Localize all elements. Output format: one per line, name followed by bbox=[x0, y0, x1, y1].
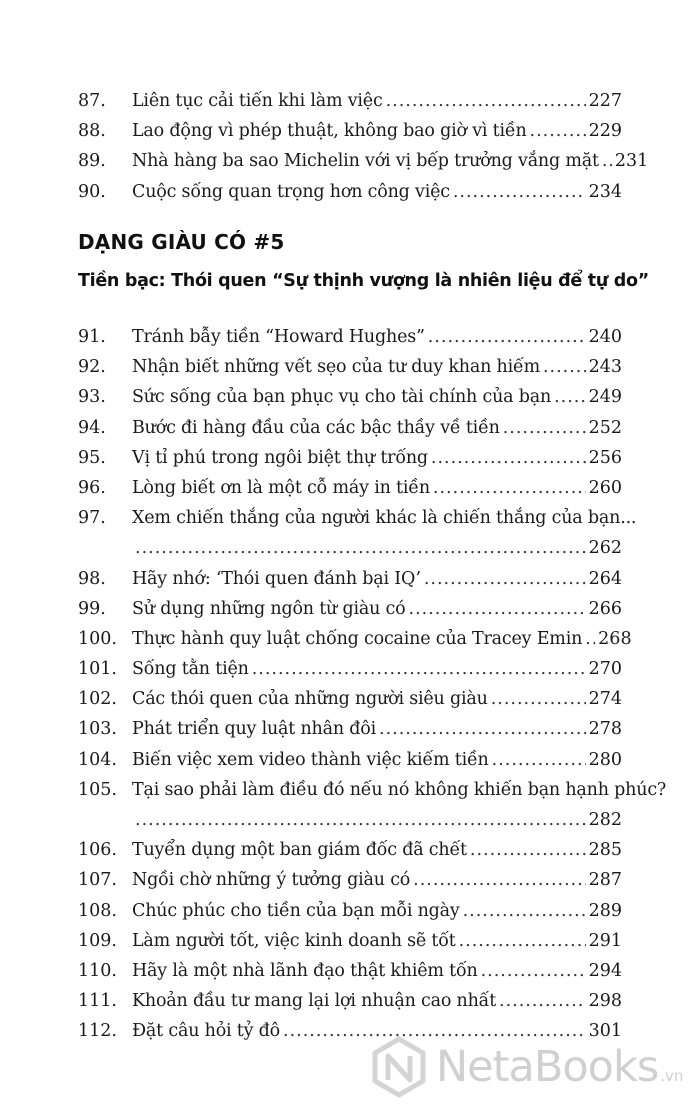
toc-entry-number: 90. bbox=[78, 181, 106, 202]
toc-entry-number: 108. bbox=[78, 900, 117, 921]
toc-list-main bbox=[78, 322, 667, 1047]
dot-leader bbox=[424, 564, 586, 594]
toc-entry-title: Lao động vì phép thuật, không bao giờ vì tiền bbox=[132, 121, 527, 142]
toc-entry-page: 270 bbox=[588, 659, 622, 680]
toc-entry-page: 227 bbox=[588, 91, 622, 111]
toc-entry-page: 249 bbox=[588, 387, 622, 408]
section-category-heading: DẠNG GIÀU CÓ #5 bbox=[78, 230, 285, 254]
watermark-brand: NetaBooks bbox=[436, 1042, 659, 1092]
toc-entry-title: Hãy là một nhà lãnh đạo thật khiêm tốn bbox=[132, 960, 478, 981]
toc-entry-number: 93. bbox=[78, 387, 106, 408]
toc-entry-number: 109. bbox=[78, 930, 117, 951]
toc-entry-number: 101. bbox=[78, 659, 117, 680]
dot-leader bbox=[491, 684, 586, 714]
toc-entry bbox=[78, 116, 622, 146]
toc-entry-number: 96. bbox=[78, 477, 106, 498]
toc-entry-number: 91. bbox=[78, 327, 106, 347]
toc-entry-page: 285 bbox=[588, 840, 622, 861]
toc-entry-number: 92. bbox=[78, 357, 106, 378]
toc-list-top bbox=[78, 86, 649, 207]
dot-leader bbox=[554, 382, 586, 412]
toc-entry-title: Cuộc sống quan trọng hơn công việc bbox=[132, 181, 450, 202]
toc-entry-number: 105. bbox=[78, 779, 117, 800]
dot-leader bbox=[433, 473, 586, 503]
toc-entry bbox=[78, 714, 622, 744]
netabooks-logo-icon bbox=[368, 1036, 430, 1098]
toc-entry-title: Biến việc xem video thành việc kiếm tiền bbox=[132, 749, 489, 770]
toc-entry-number: 112. bbox=[78, 1021, 117, 1042]
toc-entry bbox=[78, 503, 637, 533]
toc-entry-title: Liên tục cải tiến khi làm việc bbox=[132, 91, 383, 111]
toc-entry-number: 88. bbox=[78, 121, 106, 142]
toc-entry-title: Các thói quen của những người siêu giàu bbox=[132, 689, 488, 710]
dot-leader bbox=[585, 624, 595, 654]
toc-entry-title: Tránh bẫy tiền “Howard Hughes” bbox=[132, 327, 425, 347]
toc-entry-number: 110. bbox=[78, 960, 117, 981]
toc-entry-title: Đặt câu hỏi tỷ đô bbox=[132, 1021, 281, 1042]
toc-entry-number: 87. bbox=[78, 91, 106, 111]
toc-entry bbox=[78, 926, 622, 956]
dot-leader bbox=[431, 443, 586, 473]
toc-entry bbox=[78, 443, 622, 473]
toc-entry-number: 97. bbox=[78, 508, 106, 529]
toc-entry-number: 107. bbox=[78, 870, 117, 891]
toc-entry bbox=[78, 352, 622, 382]
toc-entry-continuation bbox=[78, 805, 622, 835]
dot-leader bbox=[481, 956, 586, 986]
toc-entry bbox=[78, 745, 622, 775]
toc-entry bbox=[78, 413, 622, 443]
toc-entry-title: Thực hành quy luật chống cocaine của Tracey Emin bbox=[132, 628, 583, 649]
toc-entry bbox=[78, 86, 622, 116]
toc-entry bbox=[78, 473, 622, 503]
dot-leader bbox=[428, 322, 586, 352]
dot-leader bbox=[413, 865, 585, 895]
toc-entry-page: 301 bbox=[588, 1021, 622, 1042]
toc-entry-title: Sức sống của bạn phục vụ cho tài chính của bạn bbox=[132, 387, 552, 408]
toc-entry-number: 102. bbox=[78, 689, 117, 710]
dot-leader bbox=[252, 654, 586, 684]
dot-leader bbox=[386, 86, 586, 116]
toc-entry-number: 111. bbox=[78, 991, 117, 1012]
toc-entry-number: 94. bbox=[78, 417, 106, 438]
toc-entry bbox=[78, 322, 622, 352]
dot-leader bbox=[453, 177, 586, 207]
toc-entry-page: 262 bbox=[588, 538, 622, 559]
toc-entry-page: 260 bbox=[588, 477, 622, 498]
toc-entry-page: 298 bbox=[588, 991, 622, 1012]
toc-entry bbox=[78, 865, 622, 895]
toc-entry-title: Khoản đầu tư mang lại lợi nhuận cao nhất bbox=[132, 991, 497, 1012]
toc-entry bbox=[78, 564, 622, 594]
toc-entry-page: 287 bbox=[588, 870, 622, 891]
toc-entry-page: 229 bbox=[588, 121, 622, 142]
dot-leader bbox=[602, 146, 612, 176]
dot-leader bbox=[499, 986, 586, 1016]
toc-entry-page: 231 bbox=[614, 151, 649, 172]
toc-entry-title: Bước đi hàng đầu của các bậc thầy về tiền bbox=[132, 417, 500, 438]
toc-entry-title: Phát triển quy luật nhân đôi bbox=[132, 719, 377, 740]
section-subtitle-heading: Tiền bạc: Thói quen “Sự thịnh vượng là nhiên liệu để tự do” bbox=[78, 271, 649, 291]
toc-entry-page: 266 bbox=[588, 598, 622, 619]
toc-entry-number: 99. bbox=[78, 598, 106, 619]
watermark-domain: .vn bbox=[660, 1067, 684, 1085]
toc-entry-page: 291 bbox=[588, 930, 622, 951]
toc-entry-title: Xem chiến thắng của người khác là chiến thắng của bạn... bbox=[132, 508, 637, 529]
watermark bbox=[368, 1027, 698, 1107]
toc-entry-number: 95. bbox=[78, 447, 106, 468]
toc-entry bbox=[78, 896, 622, 926]
dot-leader bbox=[503, 413, 586, 443]
dot-leader bbox=[459, 926, 586, 956]
toc-entry-title: Chúc phúc cho tiền của bạn mỗi ngày bbox=[132, 900, 460, 921]
dot-leader bbox=[470, 835, 586, 865]
toc-entry-page: 289 bbox=[588, 900, 622, 921]
toc-entry bbox=[78, 835, 622, 865]
toc-entry bbox=[78, 146, 649, 176]
toc-entry bbox=[78, 177, 622, 207]
dot-leader bbox=[463, 896, 586, 926]
toc-entry bbox=[78, 624, 632, 654]
toc-entry-page: 274 bbox=[588, 689, 622, 710]
toc-entry-page: 278 bbox=[588, 719, 622, 740]
toc-entry-page: 268 bbox=[598, 628, 632, 649]
dot-leader bbox=[530, 116, 586, 146]
toc-entry-page: 280 bbox=[588, 749, 622, 770]
toc-entry-title: Lòng biết ơn là một cỗ máy in tiền bbox=[132, 477, 430, 498]
toc-entry-title: Làm người tốt, việc kinh doanh sẽ tốt bbox=[132, 930, 456, 951]
toc-entry-page: 240 bbox=[588, 327, 622, 347]
toc-entry bbox=[78, 956, 622, 986]
toc-entry-number: 104. bbox=[78, 749, 117, 770]
toc-entry bbox=[78, 382, 622, 412]
dot-leader bbox=[543, 352, 586, 382]
toc-entry-number: 98. bbox=[78, 568, 106, 589]
dot-leader bbox=[135, 805, 586, 835]
toc-entry-page: 234 bbox=[588, 181, 622, 202]
toc-entry-title: Hãy nhớ: ‘Thói quen đánh bại IQ’ bbox=[132, 568, 421, 589]
toc-entry-title: Nhận biết những vết sẹo của tư duy khan hiếm bbox=[132, 357, 540, 378]
toc-entry bbox=[78, 594, 622, 624]
toc-entry-title: Nhà hàng ba sao Michelin với vị bếp trưởng vắng mặt bbox=[132, 151, 599, 172]
toc-entry-title: Ngồi chờ những ý tưởng giàu có bbox=[132, 870, 411, 891]
toc-entry-title: Vị tỉ phú trong ngôi biệt thự trống bbox=[132, 447, 428, 468]
toc-entry-page: 243 bbox=[588, 357, 622, 378]
dot-leader bbox=[492, 745, 586, 775]
toc-entry-number: 100. bbox=[78, 628, 117, 649]
toc-entry-page: 264 bbox=[588, 568, 622, 589]
toc-entry-page: 294 bbox=[588, 960, 622, 981]
toc-entry-continuation bbox=[78, 533, 622, 563]
dot-leader bbox=[379, 714, 586, 744]
toc-entry-number: 103. bbox=[78, 719, 117, 740]
toc-entry bbox=[78, 775, 667, 805]
toc-entry-number: 89. bbox=[78, 151, 106, 172]
dot-leader bbox=[409, 594, 586, 624]
toc-entry-title: Sống tằn tiện bbox=[132, 659, 249, 680]
toc-entry bbox=[78, 684, 622, 714]
toc-entry-title: Tại sao phải làm điều đó nếu nó không khiến bạn hạnh phúc? bbox=[132, 779, 667, 800]
dot-leader bbox=[135, 533, 586, 563]
toc-entry-page: 252 bbox=[588, 417, 622, 438]
toc-entry bbox=[78, 654, 622, 684]
toc-entry-page: 256 bbox=[588, 447, 622, 468]
toc-entry-title: Sử dụng những ngôn từ giàu có bbox=[132, 598, 406, 619]
toc-entry-title: Tuyển dụng một ban giám đốc đã chết bbox=[132, 840, 467, 861]
toc-entry-page: 282 bbox=[588, 810, 622, 830]
toc-entry-number: 106. bbox=[78, 840, 117, 861]
toc-entry bbox=[78, 986, 622, 1016]
